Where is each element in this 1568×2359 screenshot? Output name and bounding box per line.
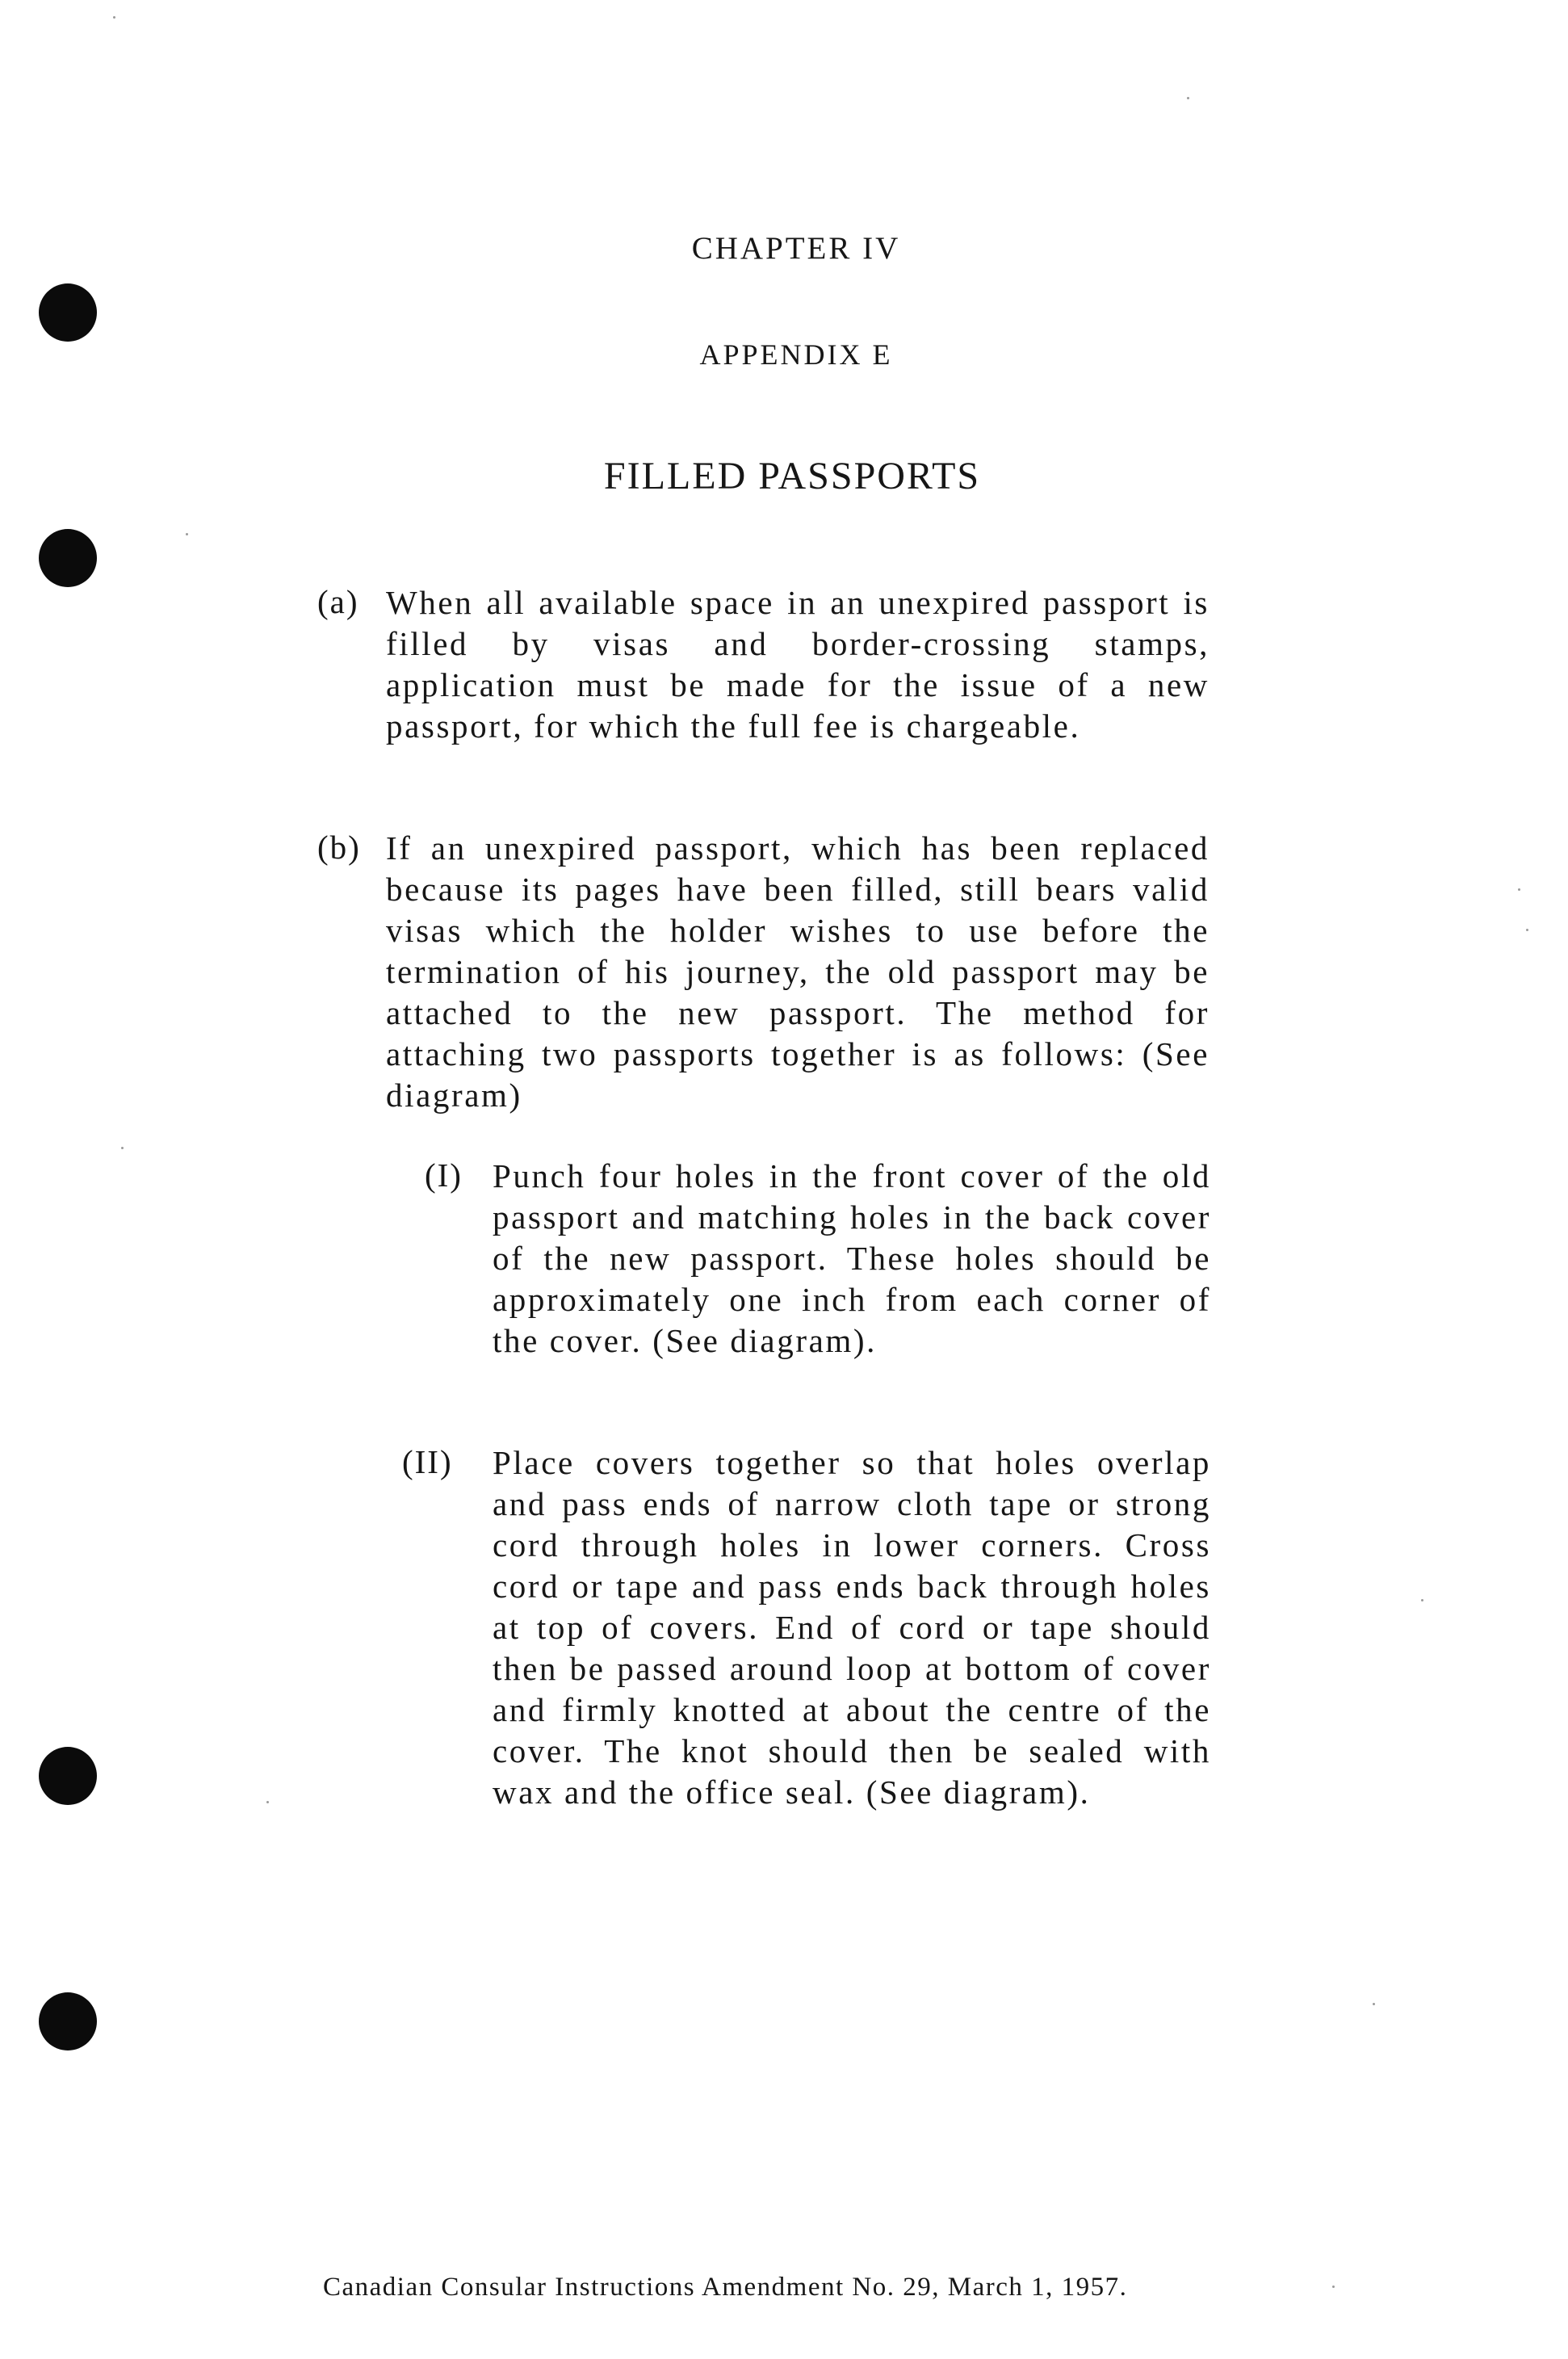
scan-speck: [186, 533, 188, 535]
scan-speck: [1526, 929, 1528, 931]
punch-hole-4: [39, 1992, 97, 2050]
section-text-b: If an unexpired passport, which has been replaced because its pages have been filled, still bears valid visas which the holder wishes to use before the termination of his journey, the old passport may be attached to the new passport. The method for attaching two passports together is as follows: (See diagram): [386, 829, 1210, 1114]
scan-speck: [266, 1801, 269, 1803]
section-marker-a: (a): [317, 583, 359, 620]
scan-speck: [1187, 97, 1189, 99]
step-text-1: Punch four holes in the front cover of the old passport and matching holes in the back cover of the new passport. These holes should be approximately one inch from each corner of the cover. (See diagram).: [493, 1157, 1211, 1359]
step-marker-1: (I): [425, 1156, 463, 1194]
scan-speck: [1332, 2286, 1335, 2288]
step-text-2: Place covers together so that holes overlap and pass ends of narrow cloth tape or strong cord through holes in lower corners. Cross cord or tape and pass ends back through holes at top of covers. End of cord or tape should then be passed around loop at bottom of cover and firmly knotted at about the centre of the cover. The knot should then be sealed with wax and the office seal. (See diagram).: [493, 1444, 1211, 1811]
scan-speck: [1421, 1599, 1423, 1601]
punch-hole-3: [39, 1747, 97, 1805]
scan-speck: [113, 16, 115, 19]
scan-speck: [1373, 2003, 1375, 2005]
page-title: FILLED PASSPORTS: [603, 455, 981, 497]
appendix-heading: APPENDIX E: [699, 338, 893, 371]
punch-hole-2: [39, 529, 97, 587]
scan-speck: [1518, 888, 1520, 891]
chapter-heading: CHAPTER IV: [691, 231, 901, 266]
section-text-a: When all available space in an unexpired passport is filled by visas and border-crossing stamps, application must be made for the issue of a new passport, for which the full fee is chargeable.: [386, 584, 1210, 745]
scan-speck: [121, 1147, 124, 1149]
page-footer: Canadian Consular Instructions Amendment No. 29, March 1, 1957.: [323, 2273, 1128, 2302]
step-marker-2: (II): [402, 1443, 453, 1480]
punch-hole-1: [39, 283, 97, 342]
section-marker-b: (b): [317, 829, 361, 866]
